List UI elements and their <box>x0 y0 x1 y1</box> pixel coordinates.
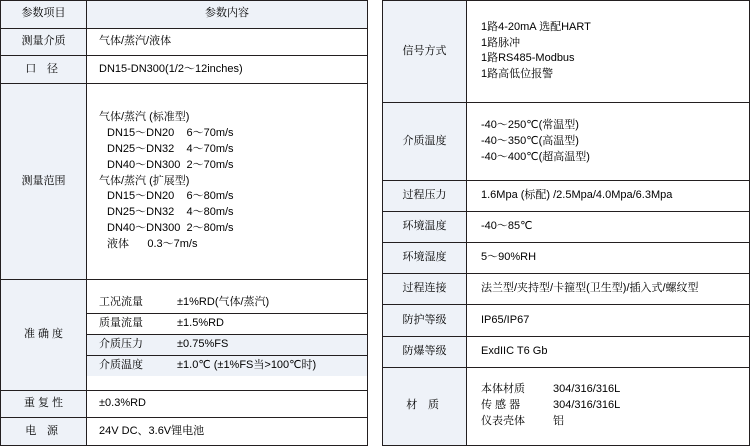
accuracy-value: ±1.5%RD <box>177 317 224 330</box>
material-value: 铝 <box>553 415 564 428</box>
row-value-medium-temperature <box>467 102 750 180</box>
range-line: 气体/蒸汽 (扩展型) <box>99 174 190 187</box>
row-label-diameter: 口 径 <box>1 56 87 84</box>
material-line <box>481 414 743 430</box>
range-line: DN25～DN32 4～80m/s <box>107 206 234 219</box>
row-label-signal-output: 信号方式 <box>383 1 467 103</box>
table-row-repeatability <box>1 390 368 418</box>
header-parameter-content: 参数内容 <box>87 1 368 29</box>
row-value-explosion-proof-class: ExdIIC T6 Gb <box>467 336 750 367</box>
table-row-power <box>1 418 368 446</box>
range-line: DN15～DN20 6～80m/s <box>107 190 234 203</box>
table-row-ambient-temperature <box>383 212 750 243</box>
header-parameter-item: 参数项目 <box>1 1 87 29</box>
range-line: DN40～DN300 2～80m/s <box>107 222 234 235</box>
row-label-process-pressure: 过程压力 <box>383 181 467 212</box>
accuracy-value: ±1.0℃ (±1%FS当>100℃时) <box>177 359 317 372</box>
row-label-process-connection: 过程连接 <box>383 274 467 305</box>
row-value-ambient-temperature: -40～85℃ <box>467 212 750 243</box>
table-row-process-pressure <box>383 181 750 212</box>
accuracy-cell <box>87 293 367 313</box>
signal-line: 1路4-20mA 选配HART <box>481 20 591 33</box>
accuracy-key: 介质压力 <box>99 338 143 351</box>
table-row-signal-output <box>383 1 750 103</box>
row-value-process-connection: 法兰型/夹持型/卡箍型(卫生型)/插入式/螺纹型 <box>467 274 750 305</box>
row-value-ambient-humidity: 5～90%RH <box>467 243 750 274</box>
left-parameter-table <box>0 0 368 446</box>
row-label-medium-temperature: 介质温度 <box>383 102 467 180</box>
row-value-protection-class: IP65/IP67 <box>467 305 750 336</box>
accuracy-cell <box>87 335 367 356</box>
row-label-power: 电 源 <box>1 418 87 446</box>
row-label-material: 材 质 <box>383 367 467 445</box>
temperature-line: -40～350℃(高温型) <box>481 134 579 147</box>
row-value-process-pressure: 1.6Mpa (标配) /2.5Mpa/4.0Mpa/6.3Mpa <box>467 181 750 212</box>
row-label-accuracy: 准 确 度 <box>1 280 87 391</box>
signal-line: 1路高低位报警 <box>481 68 554 81</box>
accuracy-cell <box>87 314 367 335</box>
temperature-line: -40～250℃(常温型) <box>481 118 579 131</box>
right-parameter-table <box>382 0 750 446</box>
row-value-measuring-range <box>87 83 368 279</box>
row-value-medium: 气体/蒸汽/液体 <box>87 28 368 56</box>
row-label-medium: 测量介质 <box>1 28 87 56</box>
material-value: 304/316/316L <box>553 399 621 412</box>
accuracy-cell <box>87 356 367 376</box>
accuracy-key: 介质温度 <box>99 359 143 372</box>
signal-line: 1路脉冲 <box>481 36 521 49</box>
row-value-repeatability: ±0.3%RD <box>87 390 368 418</box>
table-row-measuring-range <box>1 83 368 279</box>
row-label-repeatability: 重 复 性 <box>1 390 87 418</box>
table-row-accuracy <box>1 280 368 391</box>
table-row-ambient-humidity <box>383 243 750 274</box>
row-value-accuracy <box>87 280 368 391</box>
accuracy-row-medium-temperature <box>87 356 367 376</box>
row-value-signal-output <box>467 1 750 103</box>
range-line: DN25～DN32 4～70m/s <box>107 142 234 155</box>
accuracy-value: ±1%RD(气体/蒸汽) <box>177 296 270 309</box>
row-value-material <box>467 367 750 445</box>
table-row-protection-class <box>383 305 750 336</box>
row-label-ambient-humidity: 环境湿度 <box>383 243 467 274</box>
accuracy-row-working-flow <box>87 293 367 313</box>
signal-line: 1路RS485-Modbus <box>481 52 575 65</box>
table-header-row <box>1 1 368 29</box>
table-row-diameter <box>1 56 368 84</box>
material-key: 本体材质 <box>481 383 525 396</box>
accuracy-value: ±0.75%FS <box>177 338 229 351</box>
material-line <box>481 382 743 398</box>
table-row-material <box>383 367 750 445</box>
row-label-protection-class: 防护等级 <box>383 305 467 336</box>
range-line: DN40～DN300 2～70m/s <box>107 158 234 171</box>
table-row-medium-temperature <box>383 102 750 180</box>
table-row-explosion-proof-class <box>383 336 750 367</box>
range-line: 气体/蒸汽 (标准型) <box>99 110 190 123</box>
row-value-diameter: DN15-DN300(1/2～12inches) <box>87 56 368 84</box>
material-key: 传 感 器 <box>481 399 521 412</box>
accuracy-key: 质量流量 <box>99 317 143 330</box>
row-label-measuring-range: 测量范围 <box>1 83 87 279</box>
accuracy-key: 工况流量 <box>99 296 143 309</box>
table-row-medium <box>1 28 368 56</box>
table-row-process-connection <box>383 274 750 305</box>
material-line <box>481 398 743 414</box>
temperature-line: -40～400℃(超高温型) <box>481 150 590 163</box>
accuracy-subtable <box>87 293 367 376</box>
row-label-ambient-temperature: 环境温度 <box>383 212 467 243</box>
range-line: DN15～DN20 6～70m/s <box>107 126 234 139</box>
material-value: 304/316/316L <box>553 383 621 396</box>
accuracy-row-medium-pressure <box>87 335 367 356</box>
accuracy-row-mass-flow <box>87 314 367 335</box>
range-line: 液体 0.3～7m/s <box>107 238 198 251</box>
material-key: 仪表壳体 <box>481 415 525 428</box>
row-value-power: 24V DC、3.6V锂电池 <box>87 418 368 446</box>
row-label-explosion-proof-class: 防爆等级 <box>383 336 467 367</box>
